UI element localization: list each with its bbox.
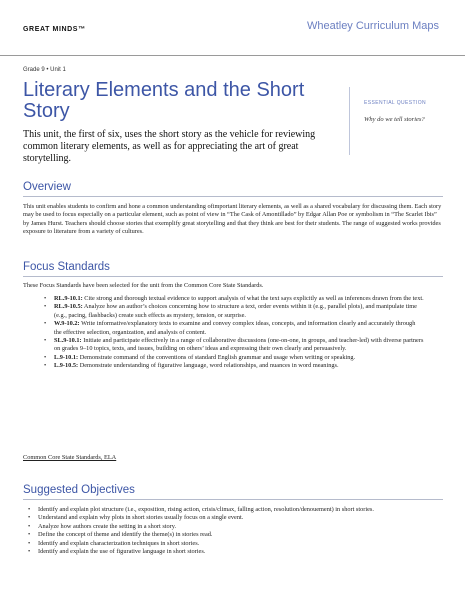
bullet-icon: • bbox=[44, 337, 47, 345]
list-item bbox=[28, 522, 438, 531]
objectives-heading: Suggested Objectives bbox=[23, 484, 135, 496]
standard-text: Demonstrate understanding of figurative language, word relationships, and nuances in word meanings. bbox=[79, 362, 339, 370]
bullet-icon: • bbox=[44, 303, 47, 311]
objective-text: Identify and explain characterization techniques in short stories. bbox=[38, 539, 200, 547]
sidebar-divider bbox=[349, 87, 350, 155]
standard-code: RL.9-10.5: bbox=[54, 303, 83, 311]
list-item bbox=[28, 531, 438, 539]
essential-question-text: Why do we tell stories? bbox=[364, 116, 425, 123]
standard-code: W.9-10.2: bbox=[54, 320, 80, 328]
objectives-section-header bbox=[23, 484, 443, 500]
list-item bbox=[44, 295, 424, 303]
objective-text: Define the concept of theme and identify the theme(s) in stories read. bbox=[38, 531, 213, 539]
standard-code: L.9-10.5: bbox=[54, 362, 79, 370]
overview-section-header bbox=[23, 181, 443, 197]
focus-standards-intro: These Focus Standards have been selected for the unit from the Common Core State Standards. bbox=[23, 282, 264, 289]
objective-text: Identify and explain plot structure (i.e., exposition, rising action, crisis/climax, falling action, resolution/denouement) in short stories. bbox=[38, 506, 374, 513]
bullet-icon: • bbox=[44, 353, 47, 361]
bullet-icon: • bbox=[44, 362, 47, 370]
standard-code: SL.9-10.1: bbox=[54, 337, 82, 345]
standard-text: Cite strong and thorough textual evidence to support analysis of what the text says explicitly as well as inferences drawn from the text. bbox=[84, 295, 424, 302]
objectives-list bbox=[28, 506, 438, 556]
standard-code: RL.9-10.1: bbox=[54, 295, 83, 302]
bullet-icon: • bbox=[28, 514, 31, 522]
list-item bbox=[44, 320, 424, 337]
focus-standards-divider bbox=[23, 276, 443, 277]
bullet-icon: • bbox=[44, 295, 47, 302]
objectives-divider bbox=[23, 499, 443, 500]
bullet-icon: • bbox=[28, 531, 31, 539]
standard-text: Analyze how an author’s choices concerning how to structure a text, order events within it (e.g., parallel plots), and manipulate time (e.g., pacing, flashbacks) create such effects as mystery, tension, or surprise. bbox=[54, 303, 417, 319]
list-item bbox=[28, 539, 438, 548]
list-item bbox=[28, 514, 438, 522]
overview-text: This unit enables students to confirm and hone a common understanding ofimportant literary elements, as well as a shared vocabulary for discussing them. Each story may be used to focus especially on a particular element, such as point of view in “The Cask of Amontillado” by Edgar Allan Poe or symbolism in “The Scarlet Ibis” by James Hurst. Teachers should choose stories that exemplify great storytelling and that they think are best for their students. The range of suggested works provides exposure to literature from a variety of cultures. bbox=[23, 203, 442, 236]
ccss-ela-link[interactable]: Common Core State Standards, ELA bbox=[23, 454, 117, 461]
objective-text: Analyze how authors create the setting in a short story. bbox=[38, 522, 177, 530]
standards-list bbox=[44, 295, 424, 371]
bullet-icon: • bbox=[28, 522, 31, 530]
focus-standards-section-header bbox=[23, 261, 443, 277]
standard-text: Initiate and participate effectively in a range of collaborative discussions (one-on-one, in groups, and teacher-led) with diverse partners on grades 9–10 topics, texts, and issues, building on others’ ideas and expressing their own clearly and persuasively. bbox=[54, 337, 424, 353]
maps-title: Wheatley Curriculum Maps bbox=[306, 20, 439, 32]
standard-text: Write informative/explanatory texts to examine and convey complex ideas, concepts, and information clearly and accurately through the effective selection, organization, and analysis of content. bbox=[54, 320, 416, 336]
bullet-icon: • bbox=[28, 548, 31, 556]
list-item bbox=[44, 337, 424, 354]
standard-code: L.9-10.1: bbox=[54, 353, 79, 361]
objective-text: Understand and explain why plots in short stories usually focus on a single event. bbox=[38, 514, 244, 522]
objective-text: Identify and explain the use of figurative language in short stories. bbox=[38, 548, 206, 556]
page-title: Literary Elements and the Short Story bbox=[23, 79, 305, 122]
list-item bbox=[28, 548, 438, 556]
header-divider bbox=[0, 55, 465, 56]
overview-divider bbox=[23, 196, 443, 197]
list-item bbox=[44, 353, 424, 362]
bullet-icon: • bbox=[28, 539, 31, 547]
essential-question-label: ESSENTIAL QUESTION bbox=[364, 100, 427, 106]
grade-unit-label: Grade 9 • Unit 1 bbox=[23, 67, 66, 73]
focus-standards-heading: Focus Standards bbox=[23, 261, 110, 273]
bullet-icon: • bbox=[44, 320, 47, 328]
page-header bbox=[0, 0, 465, 56]
list-item bbox=[44, 303, 424, 320]
list-item bbox=[28, 506, 438, 514]
standard-text: Demonstrate command of the conventions of standard English grammar and usage when writing or speaking. bbox=[79, 353, 356, 361]
brand-logo-text: GREAT MINDS™ bbox=[23, 26, 86, 33]
bullet-icon: • bbox=[28, 506, 31, 513]
list-item bbox=[44, 362, 424, 370]
unit-summary: This unit, the first of six, uses the short story as the vehicle for reviewing common literary elements, as well as for appreciating the art of great storytelling. bbox=[23, 129, 316, 164]
overview-heading: Overview bbox=[23, 181, 71, 193]
